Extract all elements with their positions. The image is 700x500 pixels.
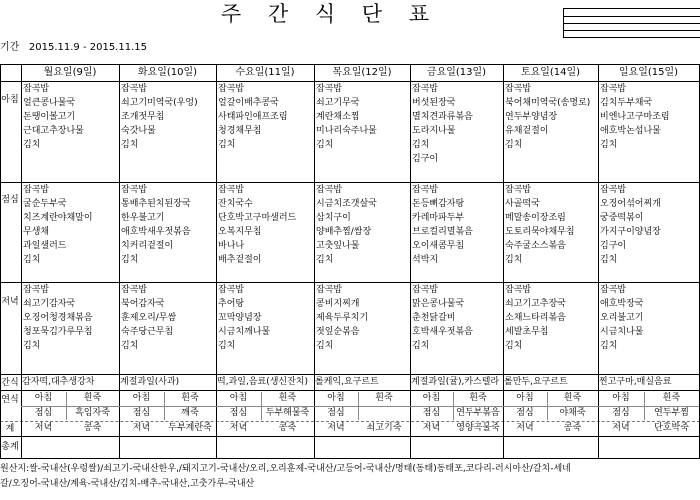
menu-item: 김치 bbox=[316, 341, 334, 351]
menu-item bbox=[119, 152, 216, 166]
menu-item: 김치 bbox=[505, 255, 523, 265]
menu-item: 연두부양념장 bbox=[505, 112, 558, 122]
menu-item: 숙주굴소스볶음 bbox=[505, 241, 566, 251]
period-row bbox=[0, 40, 147, 56]
yeonsik-porridge: 흰죽 bbox=[563, 393, 582, 403]
menu-item: 김구이 bbox=[412, 154, 439, 164]
page-title: 주 간 식 단 표 bbox=[220, 2, 440, 26]
yeonsik-meal: 점심 bbox=[612, 408, 630, 418]
menu-item: 궁중떡볶이 bbox=[600, 213, 644, 223]
menu-item: 김구이 bbox=[600, 241, 627, 251]
menu-item: 잡곡밥 bbox=[316, 185, 343, 195]
menu-item: 무생채 bbox=[23, 227, 50, 237]
menu-item: 양배추찜/쌈장 bbox=[316, 227, 372, 237]
dinner-cell bbox=[21, 283, 119, 353]
yeonsik-porridge: 흰죽 bbox=[662, 393, 681, 403]
lunch-cell bbox=[410, 183, 503, 267]
menu-item: 애호박새우젓볶음 bbox=[121, 227, 191, 237]
menu-item: 김치 bbox=[316, 140, 334, 150]
dinner-cell bbox=[410, 283, 503, 353]
breakfast-cell bbox=[119, 82, 216, 166]
menu-item: 김치 bbox=[23, 140, 41, 150]
menu-item: 메말송이장조림 bbox=[505, 213, 566, 223]
menu-item: 오리불고기 bbox=[600, 313, 644, 323]
menu-item: 가지구이양념장 bbox=[600, 227, 661, 237]
menu-item: 김치 bbox=[121, 140, 139, 150]
yeonsik-porridge: 연두부볶음 bbox=[456, 408, 500, 418]
lunch-cell bbox=[21, 183, 119, 267]
yeonsik-meal: 아침 bbox=[422, 393, 441, 403]
lunch-label: 점심 bbox=[1, 195, 19, 205]
menu-item: 도토리묵야채무침 bbox=[505, 227, 575, 237]
breakfast-cell bbox=[314, 82, 410, 166]
menu-item: 잡곡밥 bbox=[218, 84, 245, 94]
menu-item: 쇠고기무국 bbox=[316, 98, 360, 108]
menu-item: 김치 bbox=[600, 255, 618, 265]
menu-item: 세발초무침 bbox=[505, 327, 549, 337]
snack-cell: 계절과일(귤),카스텔라 bbox=[411, 377, 500, 387]
menu-item: 김치 bbox=[218, 341, 236, 351]
menu-item: 돈땡이볼고기 bbox=[23, 112, 76, 122]
yeonsik-meal: 저녁 bbox=[516, 423, 534, 433]
menu-item: 훈제오리/무쌈 bbox=[121, 313, 177, 323]
menu-item: 석박지 bbox=[412, 255, 439, 265]
yeonsik-porridge: 흰죽 bbox=[469, 393, 487, 403]
snack-cell: 롤만두,요구르트 bbox=[504, 377, 568, 387]
menu-item: 꼬막양념장 bbox=[218, 313, 262, 323]
menu-item: 치커리겉절이 bbox=[121, 241, 174, 251]
menu-item: 소채느타리볶음 bbox=[505, 313, 566, 323]
menu-item: 잡곡밥 bbox=[505, 84, 532, 94]
breakfast-cell bbox=[21, 82, 119, 166]
dinner-cell bbox=[314, 283, 410, 353]
menu-item: 버섯된장국 bbox=[412, 98, 456, 108]
snack-cell: 찐고구마,매실음료 bbox=[599, 377, 672, 387]
yeonsik-meal: 저녁 bbox=[327, 423, 345, 433]
yeonsik-meal: 점심 bbox=[34, 408, 53, 418]
breakfast-cell bbox=[216, 82, 314, 166]
day-header: 화요일(10일) bbox=[137, 67, 198, 78]
lunch-cell bbox=[503, 183, 598, 267]
menu-item: 미나리숙주나물 bbox=[316, 126, 377, 136]
yeonsik-porridge: 흰죽 bbox=[278, 393, 297, 403]
menu-item: 굴순두부국 bbox=[23, 199, 67, 209]
menu-item: 제육두루치기 bbox=[316, 313, 369, 323]
dinner-cell bbox=[119, 283, 216, 353]
yeonsik-porridge: 쇠고기죽 bbox=[366, 423, 402, 433]
yeonsik-meal: 점심 bbox=[516, 408, 534, 418]
menu-item: 숙주당근무침 bbox=[121, 327, 174, 337]
menu-item: 잡곡밥 bbox=[121, 84, 148, 94]
menu-item: 김치 bbox=[121, 255, 139, 265]
menu-item: 돈등뼈감자탕 bbox=[412, 199, 465, 209]
menu-item: 맑은콩나물국 bbox=[412, 299, 465, 309]
menu-item: 김치두부채국 bbox=[600, 98, 653, 108]
menu-item: 비엔나고구마조림 bbox=[600, 112, 670, 122]
menu-item bbox=[503, 152, 598, 166]
day-header: 토요일(14일) bbox=[520, 67, 581, 78]
menu-item: 잡곡밥 bbox=[600, 285, 627, 295]
dinner-cell bbox=[216, 283, 314, 353]
breakfast-label: 아침 bbox=[1, 95, 19, 105]
menu-item: 쇠고기고추장국 bbox=[505, 299, 566, 309]
menu-item: 멸치견과류볶음 bbox=[412, 112, 473, 122]
menu-item: 김치 bbox=[23, 341, 41, 351]
menu-item: 계란채소찜 bbox=[316, 112, 360, 122]
yeonsik-porridge: 연두부찜 bbox=[654, 408, 689, 418]
day-header: 일요일(15일) bbox=[618, 67, 679, 78]
lunch-cell bbox=[314, 183, 410, 267]
menu-item: 잡곡밥 bbox=[600, 185, 627, 195]
yeonsik-porridge: 흰죽 bbox=[181, 393, 199, 403]
menu-item bbox=[216, 152, 314, 166]
menu-item: 추어탕 bbox=[218, 299, 245, 309]
menu-item: 시금치깨나물 bbox=[218, 327, 271, 337]
menu-item: 잡곡밥 bbox=[23, 285, 50, 295]
menu-item: 시금치조갯살국 bbox=[316, 199, 377, 209]
menu-item: 애호박장국 bbox=[600, 299, 644, 309]
menu-item: 도라지나물 bbox=[412, 126, 456, 136]
lunch-cell bbox=[119, 183, 216, 267]
menu-item: 잡곡밥 bbox=[23, 185, 50, 195]
menu-item: 잡곡밥 bbox=[218, 285, 245, 295]
menu-item: 잡곡밥 bbox=[505, 185, 532, 195]
approval-box bbox=[563, 8, 700, 38]
menu-item: 춘천닭갈비 bbox=[412, 313, 456, 323]
menu-item: 잡곡밥 bbox=[505, 285, 532, 295]
menu-item: 숙갓나물 bbox=[121, 126, 156, 136]
menu-item: 조개젓무침 bbox=[121, 112, 165, 122]
menu-item: 단호박고구마샐러드 bbox=[218, 213, 297, 223]
yeonsik-porridge: 두부계란죽 bbox=[168, 423, 212, 433]
menu-item: 삼치구이 bbox=[316, 213, 351, 223]
yeonsik-porridge: 두부해물죽 bbox=[265, 408, 310, 418]
menu-item: 김치 bbox=[505, 341, 523, 351]
menu-item: 잡곡밥 bbox=[412, 285, 439, 295]
yeonsik-meal: 점심 bbox=[422, 408, 441, 418]
menu-item: 김치 bbox=[505, 140, 523, 150]
menu-item: 잔치국수 bbox=[218, 199, 253, 209]
snack-cell: 계절과일(사과) bbox=[120, 377, 180, 387]
menu-item: 젓잎순볶음 bbox=[316, 327, 360, 337]
menu-item: 과일샐러드 bbox=[23, 241, 67, 251]
yeonsik-meal: 아침 bbox=[612, 393, 630, 403]
yeonsik-porridge: 콩죽 bbox=[563, 423, 582, 433]
menu-item bbox=[21, 152, 119, 166]
menu-item: 배추겉절이 bbox=[218, 255, 262, 265]
menu-item: 쇠고기감자국 bbox=[23, 299, 76, 309]
menu-item: 얼갈이배추콩국 bbox=[218, 98, 279, 108]
menu-item: 청경채무침 bbox=[218, 126, 262, 136]
yeonsik-porridge: 단호박죽 bbox=[654, 423, 689, 433]
day-header: 금요일(13일) bbox=[426, 67, 487, 78]
menu-item: 북어감자국 bbox=[121, 299, 165, 309]
yeonsik-meal: 점심 bbox=[132, 408, 151, 418]
yeonsik-porridge: 흰죽 bbox=[83, 393, 102, 403]
menu-item: 북어채미역국(송명로) bbox=[505, 98, 591, 108]
breakfast-cell bbox=[410, 82, 503, 166]
menu-item: 오복지무침 bbox=[218, 227, 262, 237]
yeonsik-meal: 저녁 bbox=[612, 423, 630, 433]
menu-item: 청포묵김가루무침 bbox=[23, 327, 93, 337]
menu-item: 잡곡밥 bbox=[23, 84, 50, 94]
menu-item: 호박새우젓볶음 bbox=[412, 327, 473, 337]
menu-item: 잡곡밥 bbox=[316, 84, 343, 94]
menu-item: 김치 bbox=[316, 255, 334, 265]
menu-item: 잡곡밥 bbox=[600, 84, 627, 94]
snack-cell: 감자떡,대추생강차 bbox=[22, 377, 95, 387]
day-header: 수요일(11일) bbox=[235, 67, 295, 78]
menu-item: 잡곡밥 bbox=[412, 185, 439, 195]
yeonsik-meal: 저녁 bbox=[229, 423, 248, 433]
menu-item: 한우불고기 bbox=[121, 213, 165, 223]
total-label: 총계 bbox=[1, 442, 19, 452]
menu-item: 애호박논섭나물 bbox=[600, 126, 661, 136]
snack-cell: 롤케익,요구르트 bbox=[315, 377, 379, 387]
menu-item: 오징어청경채볶음 bbox=[23, 313, 93, 323]
yeonsik-meal: 아침 bbox=[132, 393, 151, 403]
menu-item: 치즈계란야채말이 bbox=[23, 213, 93, 223]
dinner-label: 저녁 bbox=[1, 297, 19, 307]
menu-item: 김치 bbox=[412, 341, 430, 351]
menu-item: 통배추된치된장국 bbox=[121, 199, 191, 209]
yeonsik-porridge: 영양곡물죽 bbox=[456, 423, 500, 433]
menu-table bbox=[0, 64, 700, 459]
dinner-cell bbox=[503, 283, 598, 353]
menu-item: 김치 bbox=[23, 255, 41, 265]
menu-item: 김치 bbox=[218, 140, 236, 150]
day-header: 월요일(9일) bbox=[43, 67, 97, 78]
day-header: 목요일(12일) bbox=[332, 67, 392, 78]
yeonsik-meal: 저녁 bbox=[34, 423, 53, 433]
yeonsik-meal: 점심 bbox=[229, 408, 248, 418]
period-label: 기간 bbox=[0, 42, 20, 53]
origin-line-1: 원산지:쌀-국내산(우렁쌀)/쇠고기-국내산한우,/돼지고기-국내산/오리,오리훈제-국내산/고등어-국내산/명태(동태)동태포,코다리-러시아산/갈치-세네 bbox=[0, 464, 571, 474]
yeonsik-meal: 저녁 bbox=[422, 423, 441, 433]
breakfast-cell bbox=[598, 82, 699, 166]
menu-item: 오이새콤무침 bbox=[412, 241, 465, 251]
yeonsik-porridge: 흑임자죽 bbox=[75, 408, 110, 418]
menu-item: 오징어섞어찌개 bbox=[600, 199, 661, 209]
lunch-cell bbox=[216, 183, 314, 267]
yeonsik-label: 연식 bbox=[1, 395, 19, 405]
yeonsik-meal: 저녁 bbox=[132, 423, 151, 433]
yeonsik-porridge: 야채죽 bbox=[559, 408, 586, 418]
menu-item: 잡곡밥 bbox=[218, 185, 245, 195]
origin-note bbox=[0, 462, 700, 492]
yeonsik-porridge: 흰죽 bbox=[375, 393, 393, 403]
menu-item: 잡곡밥 bbox=[121, 285, 148, 295]
menu-item: 사태파인애프조림 bbox=[218, 112, 288, 122]
breakfast-cell bbox=[503, 82, 598, 166]
menu-item: 브로컬리멸볶음 bbox=[412, 227, 473, 237]
menu-item: 유채겉절이 bbox=[505, 126, 549, 136]
yeonsik-meal: 점심 bbox=[327, 408, 345, 418]
yeonsik-meal: 아침 bbox=[34, 393, 53, 403]
yeonsik-porridge: 콩죽 bbox=[278, 423, 297, 433]
menu-item: 쇠고기미역국(우엉) bbox=[121, 98, 198, 108]
period-value: 2015.11.9 - 2015.11.15 bbox=[28, 42, 147, 53]
menu-item: 김치 bbox=[121, 341, 139, 351]
yeonsik-porridge: 콩죽 bbox=[83, 423, 102, 433]
dinner-cell bbox=[598, 283, 699, 353]
menu-item: 얼큰콩나물국 bbox=[23, 98, 76, 108]
menu-item: 사골떡국 bbox=[505, 199, 540, 209]
menu-item: 잡곡밥 bbox=[316, 285, 343, 295]
origin-line-2: 갈/오징어-국내산/계육-국내산/김치-배추-국내산,고춧가루-국내산 bbox=[0, 479, 255, 489]
menu-item: 콩비지찌개 bbox=[316, 299, 360, 309]
menu-item: 김치 bbox=[412, 140, 430, 150]
menu-item: 카레마파두부 bbox=[412, 213, 465, 223]
menu-item bbox=[314, 152, 410, 166]
snack-cell: 떡,과일,음료(생신잔치) bbox=[217, 377, 308, 387]
lunch-cell bbox=[598, 183, 699, 267]
yeonsik-porridge: 깨죽 bbox=[181, 408, 199, 418]
menu-item bbox=[598, 152, 699, 166]
menu-item: 김치 bbox=[600, 341, 618, 351]
menu-item: 시금치나물 bbox=[600, 327, 644, 337]
gye-label: 계 bbox=[5, 424, 15, 434]
yeonsik-meal: 아침 bbox=[327, 393, 345, 403]
menu-item: 바나나 bbox=[218, 241, 245, 251]
menu-item: 근대고추장나물 bbox=[23, 126, 84, 136]
menu-item: 김치 bbox=[600, 140, 618, 150]
menu-item: 잡곡밥 bbox=[121, 185, 148, 195]
yeonsik-meal: 아침 bbox=[516, 393, 534, 403]
menu-item: 고춧잎나물 bbox=[316, 241, 360, 251]
yeonsik-meal: 아침 bbox=[229, 393, 248, 403]
menu-item: 잡곡밥 bbox=[412, 84, 439, 94]
snack-label: 간식 bbox=[1, 378, 19, 388]
